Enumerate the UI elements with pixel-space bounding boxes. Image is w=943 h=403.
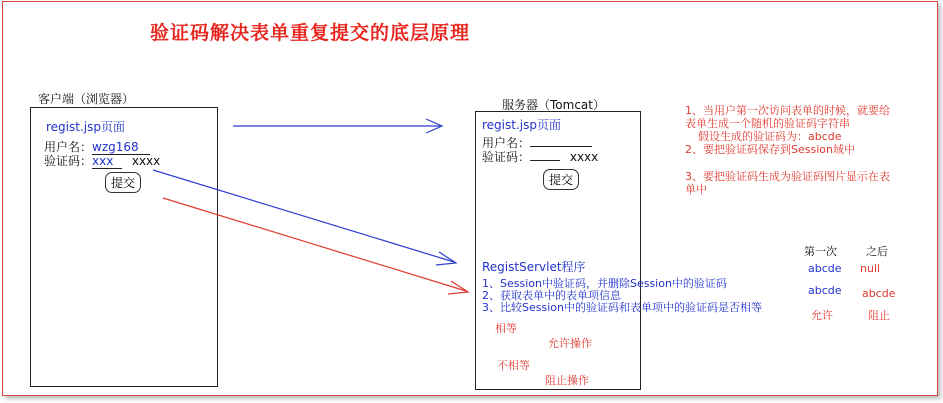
servlet-step-3: 3、比较Session中的验证码和表单项中的验证码是否相等	[482, 301, 762, 314]
server-submit-button: 提交	[543, 169, 579, 190]
servlet-step-1: 1、Session中验证码，并删除Session中的验证码	[482, 277, 727, 290]
client-username-label: 用户名：	[44, 140, 93, 154]
resubmit-arrow	[163, 198, 468, 294]
note-1-line-2: 表单生成一个随机的验证码字符串	[685, 117, 850, 130]
client-submit-button[interactable]: 提交	[105, 172, 141, 193]
client-captcha-label: 验证码：	[44, 154, 93, 168]
client-username-input[interactable]: wzg168	[92, 140, 150, 155]
client-captcha-input[interactable]: xxx	[92, 154, 122, 169]
compare-col1-row1: abcde	[808, 262, 842, 275]
note-1-line-3: 假设生成的验证码为：abcde	[698, 130, 842, 143]
client-heading: 客户端（浏览器）	[38, 92, 135, 106]
client-captcha-image: xxxx	[131, 154, 161, 168]
request-arrow	[233, 119, 442, 133]
allow-action: 允许操作	[548, 337, 592, 350]
equal-label: 相等	[495, 322, 517, 335]
compare-col2-row1: null	[860, 262, 881, 275]
server-captcha-image: xxxx	[569, 150, 599, 164]
servlet-step-2: 2、获取表单中的表单项信息	[482, 289, 621, 302]
server-page-name: regist.jsp页面	[482, 118, 561, 132]
server-heading: 服务器（Tomcat）	[502, 98, 605, 112]
not-equal-label: 不相等	[497, 359, 530, 372]
note-3-line-1: 3、要把验证码生成为验证码图片显示在表	[685, 170, 890, 183]
client-page-name: regist.jsp页面	[46, 120, 125, 134]
note-2: 2、要把验证码保存到Session域中	[685, 143, 855, 156]
compare-col1-row2: abcde	[808, 284, 842, 297]
compare-col2-header: 之后	[866, 245, 888, 258]
compare-col2-row2: abcde	[862, 287, 896, 300]
server-captcha-label: 验证码：	[482, 150, 531, 164]
note-3-line-2: 单中	[685, 183, 707, 196]
block-action: 阻止操作	[545, 374, 589, 387]
note-1-line-1: 1、当用户第一次访问表单的时候，就要给	[685, 104, 890, 117]
submit-arrow	[153, 170, 456, 265]
compare-col1-header: 第一次	[804, 245, 837, 258]
server-username-label: 用户名：	[482, 136, 531, 150]
diagram-title: 验证码解决表单重复提交的底层原理	[150, 22, 471, 44]
compare-col1-result: 允许	[811, 309, 833, 322]
servlet-title: RegistServlet程序	[482, 260, 586, 274]
compare-col2-result: 阻止	[868, 309, 890, 322]
